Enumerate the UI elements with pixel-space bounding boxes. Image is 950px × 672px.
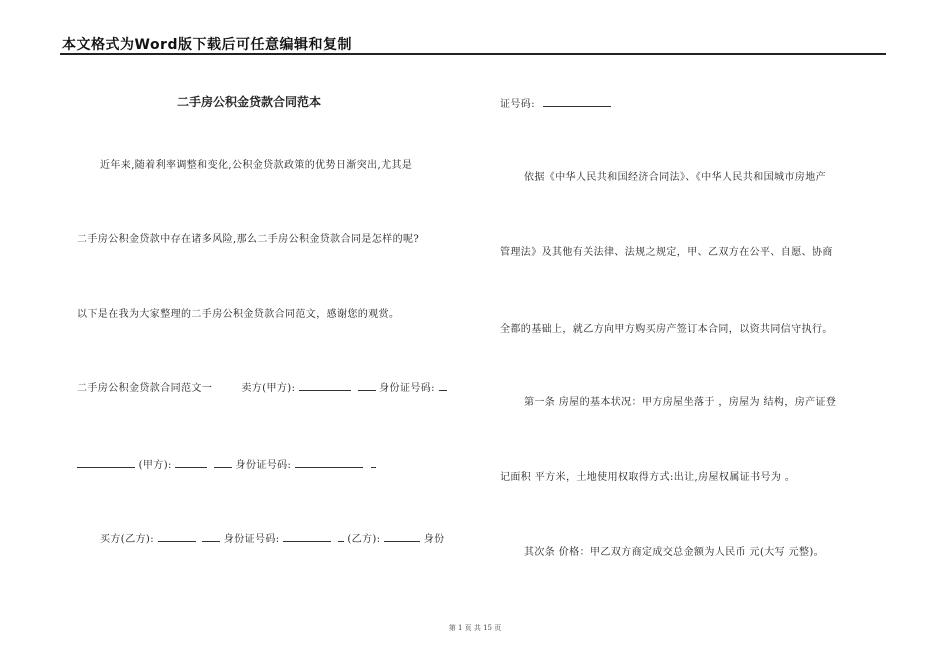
paragraph: 记面积 平方米，土地使用权取得方式:出让,房屋权属证书号为 。 — [500, 472, 796, 483]
id-label: 证号码: — [500, 99, 535, 110]
id-label: 身份证号码: — [235, 460, 292, 471]
blank-field — [371, 458, 376, 468]
sample-heading: 二手房公积金贷款合同范文一 — [77, 383, 213, 394]
paragraph: 二手房公积金贷款中存在诸多风险,那么二手房公积金贷款合同是怎样的呢? — [77, 234, 420, 245]
party-b-label: (乙方): — [347, 534, 381, 545]
paragraph: 管理法》及其他有关法律、法规之规定，甲、乙双方在公平、自愿、协商 — [500, 247, 833, 258]
party-a-label: (甲方): — [138, 460, 172, 471]
blank-field — [358, 381, 376, 391]
paragraph: 其次条 价格：甲乙双方商定成交总金额为人民币 元(大写 元整)。 — [524, 547, 825, 558]
id-label: 身份证号码: — [379, 383, 435, 394]
id-continuation — [500, 95, 611, 110]
blank-field — [543, 97, 611, 107]
paragraph: 近年来,随着利率调整和变化,公积金贷款政策的优势日渐突出,尤其是 — [100, 160, 413, 171]
page-number: 第 1 页 共 15 页 — [448, 624, 502, 632]
blank-field — [158, 532, 196, 542]
blank-field — [338, 532, 344, 542]
seller-line — [77, 379, 447, 394]
seller-line-2 — [77, 456, 376, 471]
blank-field — [295, 458, 363, 468]
blank-field — [202, 532, 220, 542]
blank-field — [299, 381, 351, 391]
header-divider — [60, 53, 886, 55]
blank-field — [283, 532, 331, 542]
id-label: 身份证号码: — [223, 534, 280, 545]
id-label-partial: 身份 — [423, 534, 445, 545]
blank-field — [77, 458, 135, 468]
blank-field — [439, 381, 447, 391]
paragraph: 第一条 房屋的基本状况：甲方房屋坐落于 ，房屋为 结构，房产证登 — [524, 397, 837, 408]
download-banner: 本文格式为Word版下载后可任意编辑和复制 — [62, 37, 352, 53]
buyer-label: 买方(乙方): — [100, 534, 154, 545]
seller-label: 卖方(甲方): — [241, 383, 296, 394]
blank-field — [384, 532, 420, 542]
blank-field — [214, 458, 232, 468]
paragraph: 全都的基础上，就乙方向甲方购买房产签订本合同，以资共同信守执行。 — [500, 324, 833, 335]
blank-field — [175, 458, 207, 468]
document-title: 二手房公积金贷款合同范本 — [177, 95, 322, 109]
buyer-line — [100, 530, 445, 545]
paragraph: 依据《中华人民共和国经济合同法》、《中华人民共和国城市房地产 — [524, 172, 826, 183]
paragraph: 以下是在我为大家整理的二手房公积金贷款合同范文，感谢您的观赏。 — [77, 309, 400, 320]
